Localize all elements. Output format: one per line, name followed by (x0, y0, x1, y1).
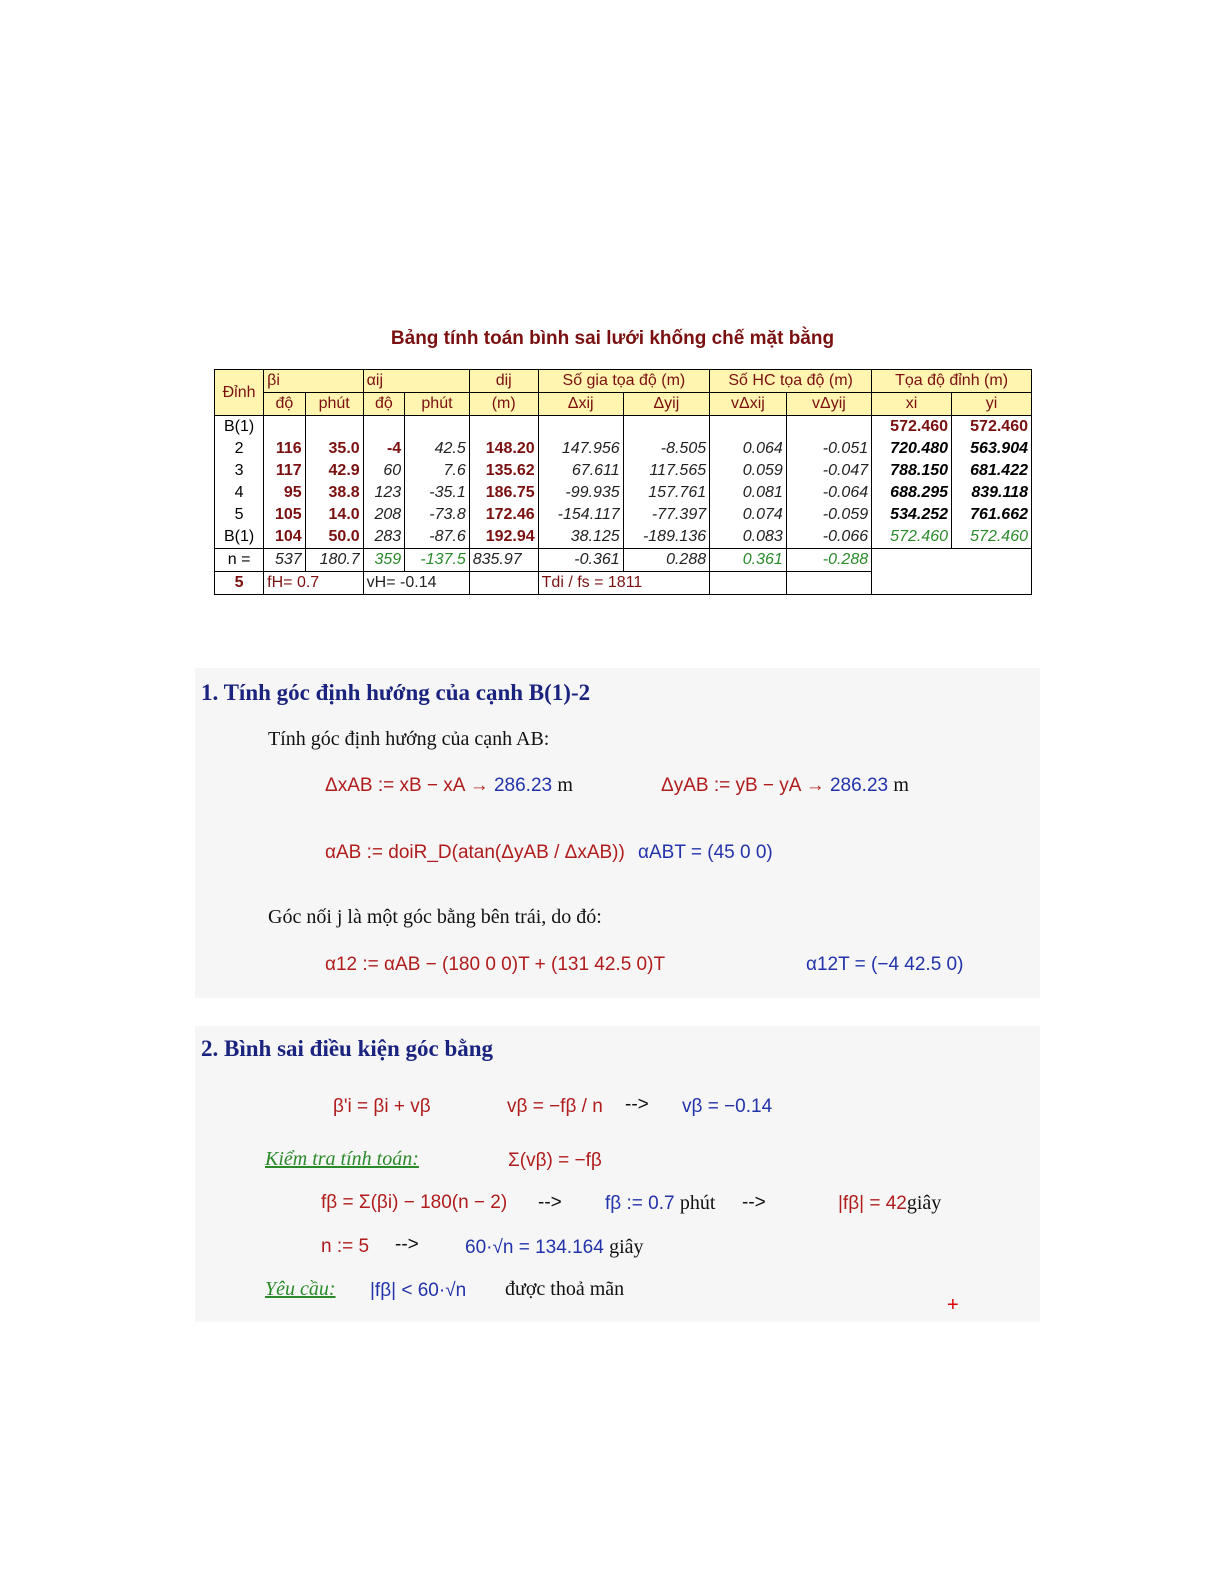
cell-x: 572.460 (872, 526, 952, 549)
sum-cell: -137.5 (405, 549, 470, 572)
cell-vdy: -0.051 (786, 438, 871, 460)
table-row (215, 416, 1032, 439)
cell-d: 172.46 (469, 504, 538, 526)
beta-formula: β'i = βi + vβ (333, 1096, 431, 1117)
fbeta-abs: |fβ| = 42 (838, 1193, 907, 1214)
sub-dy: Δyij (623, 393, 709, 416)
cursor-plus-icon: + (947, 1294, 959, 1316)
sub-do: độ (264, 393, 306, 416)
sum-cell: -0.288 (786, 549, 871, 572)
cell-dx: -99.935 (538, 482, 623, 504)
sum-cell: 0.288 (623, 549, 709, 572)
unit-giay: giây (609, 1236, 644, 1258)
cell-y: 839.118 (952, 482, 1032, 504)
arrow: --> (395, 1234, 419, 1255)
sub-y: yi (952, 393, 1032, 416)
vbeta-formula: vβ = −fβ / n (507, 1096, 603, 1117)
n-formula: n := 5 (321, 1236, 370, 1257)
sub-phut: phút (305, 393, 363, 416)
cell-vdy: -0.059 (786, 504, 871, 526)
cell-y: 563.904 (952, 438, 1032, 460)
arrow: --> (625, 1094, 649, 1115)
col-sogia: Số gia tọa độ (m) (538, 370, 709, 393)
cell-ad: 123 (363, 482, 405, 504)
cell-vdx: 0.074 (710, 504, 787, 526)
a12-formula: α12 := αAB − (180 0 0)T + (131 42.5 0)T (325, 954, 666, 975)
section-1 (195, 668, 1040, 998)
sub-vdy: vΔyij (786, 393, 871, 416)
cell-vdy (786, 416, 871, 439)
cell-dinh: 2 (215, 438, 264, 460)
cell-d: 186.75 (469, 482, 538, 504)
empty-cell (786, 572, 871, 595)
cell-x: 572.460 (872, 416, 952, 439)
empty-cell (469, 572, 538, 595)
cell-dinh: 3 (215, 460, 264, 482)
cell-bd: 105 (264, 504, 306, 526)
col-dinh: Đỉnh (215, 370, 264, 416)
cell-x: 788.150 (872, 460, 952, 482)
dy-value: 286.23 (829, 775, 889, 796)
cell-bd (264, 416, 306, 439)
sub-do: độ (363, 393, 405, 416)
col-toado: Tọa độ đỉnh (m) (872, 370, 1032, 393)
cell-d: 148.20 (469, 438, 538, 460)
section-1-heading: 1. Tính góc định hướng của cạnh B(1)-2 (201, 680, 591, 705)
cell-dy: 157.761 (623, 482, 709, 504)
cell-vdx: 0.059 (710, 460, 787, 482)
table-row (215, 438, 1032, 460)
sub-unit: (m) (469, 393, 538, 416)
cell-vdx (710, 416, 787, 439)
sum-cell: 0.361 (710, 549, 787, 572)
cell-bp: 50.0 (305, 526, 363, 549)
cell-dx: 67.611 (538, 460, 623, 482)
cell-bp: 14.0 (305, 504, 363, 526)
sum-label: n = (215, 549, 264, 572)
dx-formula: ΔxAB := xB − xA → (325, 775, 489, 796)
cell-vdy: -0.066 (786, 526, 871, 549)
cell-dy: -189.136 (623, 526, 709, 549)
cell-vdx: 0.081 (710, 482, 787, 504)
cell-dinh: B(1) (215, 416, 264, 439)
cell-ad: 208 (363, 504, 405, 526)
cell-dx: 38.125 (538, 526, 623, 549)
unit-giay: giây (906, 1192, 942, 1214)
cell-ap: -35.1 (405, 482, 470, 504)
cell-vdx: 0.083 (710, 526, 787, 549)
cell-dx (538, 416, 623, 439)
requirement-label: Yêu cầu: (265, 1278, 336, 1300)
col-sohc: Số HC tọa độ (m) (710, 370, 872, 393)
adjustment-table (214, 369, 1032, 595)
cell-dinh: B(1) (215, 526, 264, 549)
fh-value: fH= 0.7 (264, 572, 364, 595)
sum-cell: 537 (264, 549, 306, 572)
sum-cell: 835.97 (469, 549, 538, 572)
intro-text: Tính góc định hướng của cạnh AB: (268, 728, 550, 750)
cell-dy: -77.397 (623, 504, 709, 526)
section-2 (195, 1026, 1040, 1322)
unit: m (893, 774, 909, 796)
cell-vdy: -0.047 (786, 460, 871, 482)
cell-ad: -4 (363, 438, 405, 460)
cell-dinh: 4 (215, 482, 264, 504)
cell-dy: -8.505 (623, 438, 709, 460)
cell-bd: 95 (264, 482, 306, 504)
table-row (215, 460, 1032, 482)
sub-x: xi (872, 393, 952, 416)
dx-value: 286.23 (493, 775, 553, 796)
cell-ap (405, 416, 470, 439)
check-label: Kiểm tra tính toán: (265, 1148, 419, 1170)
cell-x: 534.252 (872, 504, 952, 526)
requirement-formula: |fβ| < 60·√n (370, 1280, 467, 1301)
empty-cell (710, 572, 787, 595)
vh-value: vH= -0.14 (363, 572, 469, 595)
col-alpha: αij (363, 370, 469, 393)
n-value: 5 (215, 572, 264, 595)
cell-dx: 147.956 (538, 438, 623, 460)
cell-dinh: 5 (215, 504, 264, 526)
sub-phut: phút (405, 393, 470, 416)
sum-cell: 359 (363, 549, 405, 572)
vbeta-value: vβ = −0.14 (682, 1096, 773, 1117)
cell-bp: 42.9 (305, 460, 363, 482)
table-row (215, 504, 1032, 526)
a12-result: α12T = (−4 42.5 0) (806, 954, 964, 975)
note-text: Góc nối j là một góc bằng bên trái, do đó: (268, 906, 602, 928)
alpha-result: αABT = (45 0 0) (638, 842, 773, 863)
cell-x: 720.480 (872, 438, 952, 460)
cell-d (469, 416, 538, 439)
fbeta-value: fβ := 0.7 (605, 1193, 675, 1214)
cell-ap: 7.6 (405, 460, 470, 482)
cell-bd: 117 (264, 460, 306, 482)
cell-dy: 117.565 (623, 460, 709, 482)
table-title: Bảng tính toán bình sai lưới khống chế mặt bằng (390, 328, 835, 349)
cell-bp: 35.0 (305, 438, 363, 460)
check-formula: Σ(vβ) = −fβ (508, 1150, 602, 1171)
empty-cell (872, 549, 1032, 595)
section-2-heading: 2. Bình sai điều kiện góc bằng (201, 1036, 494, 1061)
sum-cell: 180.7 (305, 549, 363, 572)
cell-ap: -87.6 (405, 526, 470, 549)
cell-y: 681.422 (952, 460, 1032, 482)
cell-vdy: -0.064 (786, 482, 871, 504)
sqrt-formula: 60·√n = 134.164 (465, 1237, 604, 1258)
cell-bp (305, 416, 363, 439)
sub-vdx: vΔxij (710, 393, 787, 416)
cell-d: 192.94 (469, 526, 538, 549)
cell-y: 572.460 (952, 416, 1032, 439)
arrow: --> (742, 1192, 766, 1213)
sum-cell: -0.361 (538, 549, 623, 572)
fbeta-formula: fβ = Σ(βi) − 180(n − 2) (321, 1192, 508, 1213)
cell-ap: 42.5 (405, 438, 470, 460)
cell-ad (363, 416, 405, 439)
table-row (215, 526, 1032, 549)
cell-bp: 38.8 (305, 482, 363, 504)
cell-ad: 283 (363, 526, 405, 549)
dy-formula: ΔyAB := yB − yA → (661, 775, 825, 796)
ratio-value: Tdi / fs = 1811 (538, 572, 709, 595)
arrow: --> (538, 1192, 562, 1213)
cell-ap: -73.8 (405, 504, 470, 526)
unit-phut: phút (679, 1192, 716, 1214)
table-row (215, 482, 1032, 504)
cell-bd: 116 (264, 438, 306, 460)
requirement-result: được thoả mãn (505, 1278, 625, 1300)
cell-bd: 104 (264, 526, 306, 549)
alpha-formula: αAB := doiR_D(atan(ΔyAB / ΔxAB)) (325, 842, 625, 863)
cell-y: 761.662 (952, 504, 1032, 526)
cell-dy (623, 416, 709, 439)
cell-dx: -154.117 (538, 504, 623, 526)
cell-ad: 60 (363, 460, 405, 482)
cell-d: 135.62 (469, 460, 538, 482)
cell-vdx: 0.064 (710, 438, 787, 460)
cell-y: 572.460 (952, 526, 1032, 549)
col-d: dij (469, 370, 538, 393)
col-beta: βi (264, 370, 364, 393)
sub-dx: Δxij (538, 393, 623, 416)
cell-x: 688.295 (872, 482, 952, 504)
unit: m (557, 774, 573, 796)
